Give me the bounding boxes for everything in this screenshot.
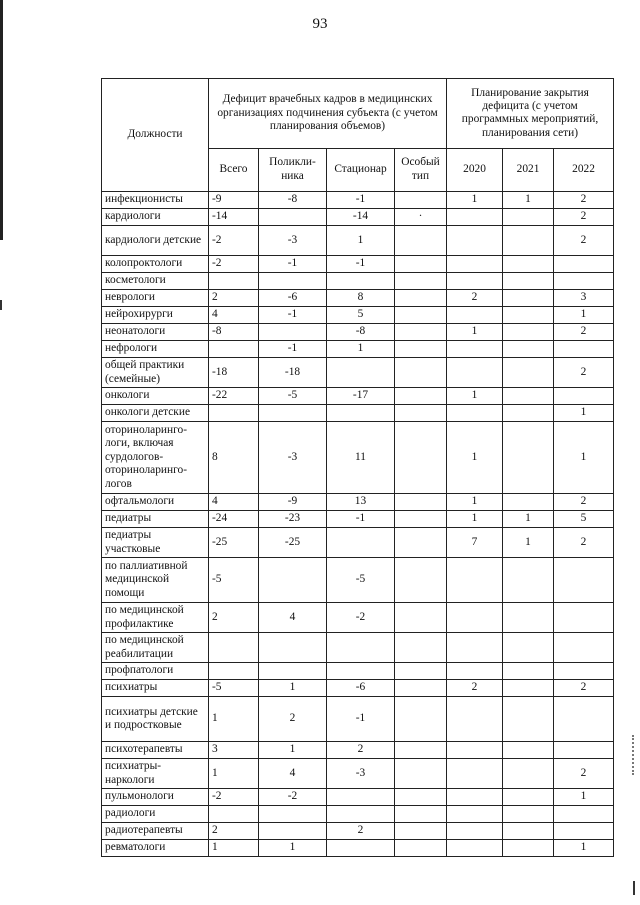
polyclinic-cell: -1 <box>259 256 327 273</box>
year-2022-cell: 2 <box>554 209 614 226</box>
position-cell: косметологи <box>102 273 209 290</box>
year-2022-cell <box>554 697 614 742</box>
year-2022-cell: 1 <box>554 789 614 806</box>
polyclinic-cell: 1 <box>259 742 327 759</box>
position-cell: психиатры-наркологи <box>102 759 209 789</box>
table-row <box>102 422 614 494</box>
polyclinic-cell: -23 <box>259 511 327 528</box>
year-2022-cell <box>554 388 614 405</box>
year-2021-cell <box>503 823 554 840</box>
position-cell: колопроктологи <box>102 256 209 273</box>
year-2022-cell <box>554 823 614 840</box>
hospital-cell: 13 <box>327 494 395 511</box>
polyclinic-cell: -3 <box>259 226 327 256</box>
hospital-cell <box>327 663 395 680</box>
polyclinic-cell <box>259 806 327 823</box>
total-cell <box>209 341 259 358</box>
special-cell <box>395 680 447 697</box>
hospital-cell: -1 <box>327 256 395 273</box>
hospital-cell: 1 <box>327 226 395 256</box>
year-2021-cell <box>503 558 554 603</box>
year-2022-cell: 1 <box>554 840 614 857</box>
special-cell <box>395 742 447 759</box>
special-cell: · <box>395 209 447 226</box>
year-2022-cell: 1 <box>554 405 614 422</box>
total-cell: 4 <box>209 494 259 511</box>
hospital-cell: -17 <box>327 388 395 405</box>
year-2021-cell <box>503 663 554 680</box>
total-cell: -18 <box>209 358 259 388</box>
polyclinic-cell: 4 <box>259 759 327 789</box>
polyclinic-cell <box>259 405 327 422</box>
hospital-cell <box>327 273 395 290</box>
special-cell <box>395 324 447 341</box>
position-cell: кардиологи детские <box>102 226 209 256</box>
year-2021-cell <box>503 341 554 358</box>
year-2022-cell <box>554 806 614 823</box>
header-special: Особый тип <box>395 148 447 191</box>
staff-deficit-table <box>101 78 614 857</box>
table-row <box>102 789 614 806</box>
header-2021: 2021 <box>503 148 554 191</box>
year-2022-cell <box>554 633 614 663</box>
total-cell: 2 <box>209 823 259 840</box>
total-cell: 1 <box>209 697 259 742</box>
year-2021-cell <box>503 256 554 273</box>
total-cell <box>209 633 259 663</box>
scan-edge-mark <box>0 0 3 240</box>
year-2021-cell <box>503 789 554 806</box>
year-2022-cell: 5 <box>554 511 614 528</box>
table-row <box>102 256 614 273</box>
table-row <box>102 192 614 209</box>
special-cell <box>395 603 447 633</box>
year-2020-cell <box>447 633 503 663</box>
year-2021-cell <box>503 324 554 341</box>
year-2020-cell: 7 <box>447 528 503 558</box>
polyclinic-cell: -1 <box>259 307 327 324</box>
hospital-cell: -14 <box>327 209 395 226</box>
year-2022-cell <box>554 341 614 358</box>
hospital-cell: 2 <box>327 742 395 759</box>
hospital-cell <box>327 840 395 857</box>
year-2020-cell: 1 <box>447 494 503 511</box>
year-2020-cell <box>447 603 503 633</box>
year-2022-cell <box>554 742 614 759</box>
total-cell: -2 <box>209 789 259 806</box>
year-2021-cell: 1 <box>503 192 554 209</box>
special-cell <box>395 633 447 663</box>
special-cell <box>395 759 447 789</box>
table-row <box>102 388 614 405</box>
year-2022-cell: 2 <box>554 192 614 209</box>
year-2021-cell <box>503 388 554 405</box>
polyclinic-cell: -3 <box>259 422 327 494</box>
hospital-cell: -5 <box>327 558 395 603</box>
header-position: Должности <box>102 79 209 192</box>
table-row <box>102 558 614 603</box>
position-cell: педиатры <box>102 511 209 528</box>
hospital-cell: 5 <box>327 307 395 324</box>
special-cell <box>395 823 447 840</box>
position-cell: кардиологи <box>102 209 209 226</box>
hospital-cell: -1 <box>327 192 395 209</box>
year-2021-cell <box>503 422 554 494</box>
table-row <box>102 603 614 633</box>
year-2022-cell: 1 <box>554 422 614 494</box>
year-2020-cell <box>447 273 503 290</box>
year-2020-cell <box>447 742 503 759</box>
position-cell: по паллиативной медицинской помощи <box>102 558 209 603</box>
position-cell: неврологи <box>102 290 209 307</box>
special-cell <box>395 273 447 290</box>
total-cell: -2 <box>209 226 259 256</box>
position-cell: оториноларинго-логи, включая сурдологов-оториноларинго-логов <box>102 422 209 494</box>
special-cell <box>395 558 447 603</box>
year-2020-cell <box>447 558 503 603</box>
special-cell <box>395 405 447 422</box>
total-cell: -5 <box>209 558 259 603</box>
table-row <box>102 324 614 341</box>
year-2020-cell <box>447 759 503 789</box>
special-cell <box>395 358 447 388</box>
year-2020-cell <box>447 341 503 358</box>
year-2020-cell <box>447 256 503 273</box>
polyclinic-cell <box>259 324 327 341</box>
position-cell: радиотерапевты <box>102 823 209 840</box>
year-2021-cell <box>503 742 554 759</box>
year-2022-cell <box>554 603 614 633</box>
year-2020-cell: 1 <box>447 511 503 528</box>
polyclinic-cell <box>259 273 327 290</box>
year-2021-cell <box>503 358 554 388</box>
year-2022-cell: 1 <box>554 307 614 324</box>
table-row <box>102 226 614 256</box>
polyclinic-cell: -2 <box>259 789 327 806</box>
position-cell: профпатологи <box>102 663 209 680</box>
polyclinic-cell <box>259 633 327 663</box>
special-cell <box>395 806 447 823</box>
hospital-cell: 2 <box>327 823 395 840</box>
position-cell: психиатры детские и подростковые <box>102 697 209 742</box>
year-2021-cell <box>503 603 554 633</box>
year-2022-cell <box>554 256 614 273</box>
hospital-cell: 1 <box>327 341 395 358</box>
year-2021-cell <box>503 290 554 307</box>
total-cell <box>209 405 259 422</box>
year-2022-cell: 2 <box>554 680 614 697</box>
total-cell: -24 <box>209 511 259 528</box>
total-cell <box>209 273 259 290</box>
polyclinic-cell: -25 <box>259 528 327 558</box>
total-cell <box>209 663 259 680</box>
total-cell: 2 <box>209 290 259 307</box>
position-cell: пульмонологи <box>102 789 209 806</box>
position-cell: ревматологи <box>102 840 209 857</box>
special-cell <box>395 528 447 558</box>
year-2020-cell: 1 <box>447 388 503 405</box>
year-2020-cell: 2 <box>447 290 503 307</box>
year-2021-cell: 1 <box>503 528 554 558</box>
table-row <box>102 663 614 680</box>
year-2021-cell <box>503 759 554 789</box>
year-2022-cell: 2 <box>554 528 614 558</box>
polyclinic-cell: 4 <box>259 603 327 633</box>
header-2020: 2020 <box>447 148 503 191</box>
position-cell: онкологи детские <box>102 405 209 422</box>
table-row <box>102 697 614 742</box>
polyclinic-cell <box>259 209 327 226</box>
table-row <box>102 840 614 857</box>
header-total: Всего <box>209 148 259 191</box>
table-row <box>102 742 614 759</box>
special-cell <box>395 494 447 511</box>
table-body <box>102 192 614 857</box>
position-cell: радиологи <box>102 806 209 823</box>
table-row <box>102 209 614 226</box>
hospital-cell <box>327 633 395 663</box>
year-2020-cell: 1 <box>447 422 503 494</box>
year-2020-cell <box>447 307 503 324</box>
special-cell <box>395 290 447 307</box>
polyclinic-cell: -9 <box>259 494 327 511</box>
position-cell: педиатры участковые <box>102 528 209 558</box>
position-cell: психиатры <box>102 680 209 697</box>
year-2020-cell <box>447 789 503 806</box>
scan-edge-mark <box>633 881 635 895</box>
polyclinic-cell <box>259 823 327 840</box>
polyclinic-cell <box>259 558 327 603</box>
polyclinic-cell: -6 <box>259 290 327 307</box>
year-2020-cell <box>447 663 503 680</box>
header-deficit-group: Дефицит врачебных кадров в медицинских организациях подчинения субъекта (с учетом планирования объемов) <box>209 79 447 149</box>
position-cell: нефрологи <box>102 341 209 358</box>
table-row <box>102 273 614 290</box>
year-2022-cell <box>554 558 614 603</box>
header-polyclinic: Поликли-ника <box>259 148 327 191</box>
special-cell <box>395 307 447 324</box>
hospital-cell: -3 <box>327 759 395 789</box>
year-2020-cell <box>447 840 503 857</box>
special-cell <box>395 840 447 857</box>
polyclinic-cell: 1 <box>259 840 327 857</box>
year-2022-cell: 2 <box>554 226 614 256</box>
year-2022-cell <box>554 663 614 680</box>
hospital-cell: -2 <box>327 603 395 633</box>
table-row <box>102 405 614 422</box>
table-row <box>102 341 614 358</box>
year-2020-cell: 2 <box>447 680 503 697</box>
year-2020-cell <box>447 226 503 256</box>
header-planning-group: Планирование закрытия дефицита (с учетом программных мероприятий, планирования сети) <box>447 79 614 149</box>
year-2020-cell: 1 <box>447 192 503 209</box>
total-cell: -25 <box>209 528 259 558</box>
position-cell: инфекционисты <box>102 192 209 209</box>
table-row <box>102 494 614 511</box>
year-2021-cell <box>503 680 554 697</box>
position-cell: общей практики (семейные) <box>102 358 209 388</box>
table-row <box>102 358 614 388</box>
year-2021-cell <box>503 307 554 324</box>
polyclinic-cell: -18 <box>259 358 327 388</box>
total-cell: -2 <box>209 256 259 273</box>
polyclinic-cell: -8 <box>259 192 327 209</box>
hospital-cell: -8 <box>327 324 395 341</box>
total-cell: -5 <box>209 680 259 697</box>
polyclinic-cell: -5 <box>259 388 327 405</box>
year-2021-cell <box>503 494 554 511</box>
polyclinic-cell: -1 <box>259 341 327 358</box>
table-row <box>102 759 614 789</box>
year-2022-cell: 2 <box>554 324 614 341</box>
polyclinic-cell <box>259 663 327 680</box>
total-cell: -8 <box>209 324 259 341</box>
special-cell <box>395 663 447 680</box>
hospital-cell <box>327 789 395 806</box>
special-cell <box>395 422 447 494</box>
page-number: 93 <box>312 16 328 32</box>
hospital-cell <box>327 405 395 422</box>
hospital-cell <box>327 358 395 388</box>
special-cell <box>395 341 447 358</box>
position-cell: по медицинской профилактике <box>102 603 209 633</box>
position-cell: офтальмологи <box>102 494 209 511</box>
year-2020-cell <box>447 806 503 823</box>
year-2022-cell <box>554 273 614 290</box>
total-cell: -14 <box>209 209 259 226</box>
year-2021-cell <box>503 273 554 290</box>
polyclinic-cell: 1 <box>259 680 327 697</box>
hospital-cell: -1 <box>327 697 395 742</box>
year-2020-cell <box>447 405 503 422</box>
hospital-cell: 11 <box>327 422 395 494</box>
year-2022-cell: 2 <box>554 494 614 511</box>
year-2021-cell <box>503 806 554 823</box>
year-2020-cell <box>447 697 503 742</box>
position-cell: психотерапевты <box>102 742 209 759</box>
table-row <box>102 511 614 528</box>
year-2020-cell: 1 <box>447 324 503 341</box>
header-2022: 2022 <box>554 148 614 191</box>
year-2021-cell: 1 <box>503 511 554 528</box>
position-cell: неонатологи <box>102 324 209 341</box>
year-2020-cell <box>447 358 503 388</box>
total-cell: 1 <box>209 840 259 857</box>
table-row <box>102 680 614 697</box>
hospital-cell <box>327 528 395 558</box>
special-cell <box>395 226 447 256</box>
year-2020-cell <box>447 209 503 226</box>
year-2022-cell: 2 <box>554 759 614 789</box>
table-row <box>102 290 614 307</box>
scan-edge-mark <box>0 300 2 310</box>
hospital-cell: 8 <box>327 290 395 307</box>
year-2021-cell <box>503 840 554 857</box>
year-2020-cell <box>447 823 503 840</box>
total-cell: 4 <box>209 307 259 324</box>
special-cell <box>395 256 447 273</box>
year-2022-cell: 3 <box>554 290 614 307</box>
year-2021-cell <box>503 633 554 663</box>
year-2022-cell: 2 <box>554 358 614 388</box>
special-cell <box>395 697 447 742</box>
hospital-cell: -6 <box>327 680 395 697</box>
total-cell: 8 <box>209 422 259 494</box>
table-row <box>102 823 614 840</box>
total-cell: -22 <box>209 388 259 405</box>
polyclinic-cell: 2 <box>259 697 327 742</box>
special-cell <box>395 388 447 405</box>
position-cell: онкологи <box>102 388 209 405</box>
table-row <box>102 633 614 663</box>
total-cell: 3 <box>209 742 259 759</box>
special-cell <box>395 789 447 806</box>
total-cell: 1 <box>209 759 259 789</box>
total-cell: 2 <box>209 603 259 633</box>
hospital-cell: -1 <box>327 511 395 528</box>
year-2021-cell <box>503 697 554 742</box>
position-cell: нейрохирурги <box>102 307 209 324</box>
header-hospital: Стационар <box>327 148 395 191</box>
special-cell <box>395 192 447 209</box>
special-cell <box>395 511 447 528</box>
total-cell <box>209 806 259 823</box>
table-row <box>102 806 614 823</box>
position-cell: по медицинской реабилитации <box>102 633 209 663</box>
table-row <box>102 307 614 324</box>
scan-edge-mark <box>631 735 634 775</box>
year-2021-cell <box>503 209 554 226</box>
year-2021-cell <box>503 226 554 256</box>
year-2021-cell <box>503 405 554 422</box>
total-cell: -9 <box>209 192 259 209</box>
table-row <box>102 528 614 558</box>
hospital-cell <box>327 806 395 823</box>
